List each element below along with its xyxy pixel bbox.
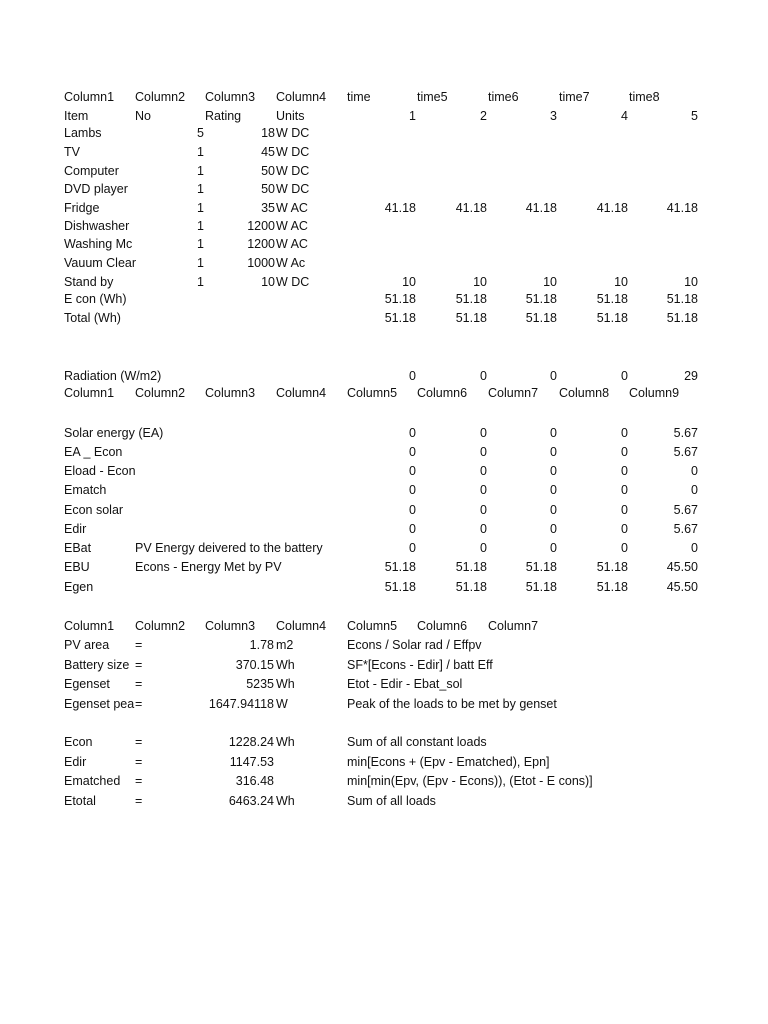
time-value: 51.18 bbox=[666, 292, 698, 306]
item-rating: 18 bbox=[261, 126, 275, 140]
energy-value: 51.18 bbox=[384, 560, 416, 574]
time-value: 41.18 bbox=[525, 201, 557, 215]
summary-name: Edir bbox=[64, 755, 87, 769]
column-header: Column1 bbox=[64, 90, 115, 104]
summary-value: 1228.24 bbox=[228, 735, 274, 749]
energy-value: 5.67 bbox=[673, 426, 698, 440]
column-header: Column7 bbox=[488, 386, 539, 400]
summary-unit: Wh bbox=[276, 677, 295, 691]
energy-row bbox=[0, 424, 768, 443]
energy-value: 0 bbox=[409, 483, 416, 497]
item-units: W DC bbox=[276, 275, 310, 289]
summary-unit: Wh bbox=[276, 658, 295, 672]
time-value: 10 bbox=[473, 275, 487, 289]
item-units: W Ac bbox=[276, 256, 306, 270]
item-count: 1 bbox=[197, 182, 204, 196]
item-units: W AC bbox=[276, 237, 308, 251]
item-units: W DC bbox=[276, 164, 310, 178]
energy-value: 51.18 bbox=[525, 560, 557, 574]
equals-sign: = bbox=[135, 677, 143, 691]
column-header: Column3 bbox=[205, 90, 256, 104]
energy-value: 0 bbox=[691, 541, 698, 555]
equals-sign: = bbox=[135, 697, 143, 711]
item-rating: 35 bbox=[261, 201, 275, 215]
summary-row bbox=[0, 753, 768, 772]
summary-value: 5235 bbox=[246, 677, 274, 691]
summary-formula: SF*[Econs - Edir] / batt Eff bbox=[347, 658, 493, 672]
time-value: 51.18 bbox=[455, 311, 487, 325]
energy-description: PV Energy deivered to the battery bbox=[135, 541, 323, 555]
energy-value: 0 bbox=[691, 464, 698, 478]
summary-value: 1147.53 bbox=[229, 755, 274, 769]
time-value: 51.18 bbox=[455, 292, 487, 306]
summary-row bbox=[0, 772, 768, 791]
energy-value: 0 bbox=[621, 426, 628, 440]
item-rating: 10 bbox=[261, 275, 275, 289]
energy-value: 0 bbox=[550, 541, 557, 555]
energy-value: 0 bbox=[550, 483, 557, 497]
column-header: Column5 bbox=[347, 619, 398, 633]
energy-label: Solar energy (EA) bbox=[64, 426, 164, 440]
energy-row bbox=[0, 539, 768, 558]
summary-name: Etotal bbox=[64, 794, 96, 808]
summary-name: Econ bbox=[64, 735, 93, 749]
load-row bbox=[0, 180, 768, 199]
column-header: time8 bbox=[629, 90, 660, 104]
summary-unit: m2 bbox=[276, 638, 294, 652]
item-count: 1 bbox=[197, 164, 204, 178]
energy-value: 0 bbox=[480, 483, 487, 497]
radiation-value: 0 bbox=[480, 369, 487, 383]
summary-value: 370.15 bbox=[235, 658, 274, 672]
summary-row bbox=[0, 656, 768, 675]
energy-row bbox=[0, 501, 768, 520]
summary-formula: Peak of the loads to be met by genset bbox=[347, 697, 557, 711]
energy-table-header-row bbox=[0, 384, 768, 403]
column-header: Column3 bbox=[205, 386, 256, 400]
energy-value: 0 bbox=[550, 464, 557, 478]
summary-unit: Wh bbox=[276, 794, 295, 808]
column-header: time bbox=[347, 90, 371, 104]
energy-value: 0 bbox=[409, 445, 416, 459]
summary-name: Egenset bbox=[64, 677, 110, 691]
time-value: 41.18 bbox=[666, 201, 698, 215]
equals-sign: = bbox=[135, 735, 143, 749]
energy-value: 0 bbox=[550, 503, 557, 517]
time-value: 51.18 bbox=[596, 311, 628, 325]
item-units: W DC bbox=[276, 126, 310, 140]
summary-formula: min[min(Epv, (Epv - Econs)), (Etot - E cons)] bbox=[347, 774, 593, 788]
item-units: W DC bbox=[276, 145, 310, 159]
energy-value: 51.18 bbox=[455, 560, 487, 574]
summary-name: Egenset pea bbox=[64, 697, 135, 711]
column-header: Column2 bbox=[135, 619, 186, 633]
energy-value: 45.50 bbox=[666, 560, 698, 574]
energy-value: 51.18 bbox=[596, 560, 628, 574]
energy-label: EBU bbox=[64, 560, 90, 574]
energy-value: 0 bbox=[409, 503, 416, 517]
time-value: 10 bbox=[543, 275, 557, 289]
item-rating: 1000 bbox=[247, 256, 275, 270]
summary-value: 1647.94118 bbox=[208, 697, 274, 711]
radiation-value: 0 bbox=[409, 369, 416, 383]
column-header: Column7 bbox=[488, 619, 539, 633]
item-rating: 1200 bbox=[247, 237, 275, 251]
column-header: Column3 bbox=[205, 619, 256, 633]
equals-sign: = bbox=[135, 658, 143, 672]
item-rating: 50 bbox=[261, 164, 275, 178]
energy-row bbox=[0, 462, 768, 481]
no-header: No bbox=[135, 109, 151, 123]
item-rating: 45 bbox=[261, 145, 275, 159]
load-row bbox=[0, 162, 768, 181]
equals-sign: = bbox=[135, 755, 143, 769]
item-name: Fridge bbox=[64, 201, 100, 215]
energy-description: Econs - Energy Met by PV bbox=[135, 560, 282, 574]
energy-row bbox=[0, 578, 768, 597]
energy-row bbox=[0, 481, 768, 500]
column-header: Column6 bbox=[417, 386, 468, 400]
energy-label: Edir bbox=[64, 522, 87, 536]
energy-value: 0 bbox=[480, 522, 487, 536]
summary-header-row bbox=[0, 617, 768, 636]
item-count: 1 bbox=[197, 275, 204, 289]
summary-formula: Econs / Solar rad / Effpv bbox=[347, 638, 482, 652]
item-name: Vauum Clear bbox=[64, 256, 137, 270]
column-header: Column4 bbox=[276, 386, 327, 400]
item-count: 1 bbox=[197, 256, 204, 270]
item-name: TV bbox=[64, 145, 80, 159]
item-count: 5 bbox=[197, 126, 204, 140]
energy-value: 45.50 bbox=[666, 580, 698, 594]
item-rating: 50 bbox=[261, 182, 275, 196]
column-header: time5 bbox=[417, 90, 448, 104]
summary-name: Battery size bbox=[64, 658, 130, 672]
item-count: 1 bbox=[197, 201, 204, 215]
item-name: Stand by bbox=[64, 275, 114, 289]
energy-value: 51.18 bbox=[596, 580, 628, 594]
load-row bbox=[0, 309, 768, 328]
energy-value: 0 bbox=[621, 522, 628, 536]
time-value: 10 bbox=[614, 275, 628, 289]
energy-value: 0 bbox=[621, 503, 628, 517]
energy-value: 0 bbox=[409, 426, 416, 440]
summary-value: 1.78 bbox=[249, 638, 274, 652]
item-units: W DC bbox=[276, 182, 310, 196]
summary-row bbox=[0, 733, 768, 752]
item-units: W AC bbox=[276, 219, 308, 233]
summary-row bbox=[0, 792, 768, 811]
column-header: Column2 bbox=[135, 90, 186, 104]
energy-value: 0 bbox=[409, 464, 416, 478]
energy-label: Eload - Econ bbox=[64, 464, 136, 478]
energy-value: 0 bbox=[691, 483, 698, 497]
item-count: 1 bbox=[197, 145, 204, 159]
item-name: Washing Mc bbox=[64, 237, 133, 251]
column-header: Column1 bbox=[64, 386, 115, 400]
time-index: 4 bbox=[621, 109, 628, 123]
equals-sign: = bbox=[135, 638, 143, 652]
summary-row bbox=[0, 675, 768, 694]
energy-value: 0 bbox=[480, 445, 487, 459]
load-table-header-row bbox=[0, 88, 768, 107]
load-row bbox=[0, 217, 768, 236]
energy-value: 0 bbox=[621, 445, 628, 459]
column-header: Column2 bbox=[135, 386, 186, 400]
energy-label: Egen bbox=[64, 580, 94, 594]
item-name: DVD player bbox=[64, 182, 128, 196]
item-name: Computer bbox=[64, 164, 119, 178]
load-row bbox=[0, 124, 768, 143]
time-value: 41.18 bbox=[596, 201, 628, 215]
energy-value: 0 bbox=[480, 464, 487, 478]
summary-row bbox=[0, 695, 768, 714]
time-value: 10 bbox=[684, 275, 698, 289]
energy-value: 51.18 bbox=[455, 580, 487, 594]
energy-value: 0 bbox=[621, 541, 628, 555]
time-value: 10 bbox=[402, 275, 416, 289]
radiation-value: 29 bbox=[684, 369, 698, 383]
load-row bbox=[0, 290, 768, 309]
item-header: Item bbox=[64, 109, 89, 123]
item-name: E con (Wh) bbox=[64, 292, 127, 306]
time-value: 51.18 bbox=[384, 292, 416, 306]
time-index: 5 bbox=[691, 109, 698, 123]
column-header: Column1 bbox=[64, 619, 115, 633]
energy-label: EBat bbox=[64, 541, 92, 555]
energy-value: 0 bbox=[480, 503, 487, 517]
item-count: 1 bbox=[197, 219, 204, 233]
item-name: Dishwasher bbox=[64, 219, 130, 233]
column-header: Column5 bbox=[347, 386, 398, 400]
time-value: 41.18 bbox=[455, 201, 487, 215]
load-row bbox=[0, 199, 768, 218]
energy-value: 0 bbox=[550, 426, 557, 440]
summary-name: PV area bbox=[64, 638, 110, 652]
energy-value: 0 bbox=[409, 522, 416, 536]
radiation-value: 0 bbox=[550, 369, 557, 383]
radiation-label: Radiation (W/m2) bbox=[64, 369, 162, 383]
energy-value: 0 bbox=[550, 445, 557, 459]
energy-label: EA _ Econ bbox=[64, 445, 123, 459]
time-value: 51.18 bbox=[384, 311, 416, 325]
column-header: time6 bbox=[488, 90, 519, 104]
time-index: 3 bbox=[550, 109, 557, 123]
column-header: Column4 bbox=[276, 90, 327, 104]
item-count: 1 bbox=[197, 237, 204, 251]
energy-row bbox=[0, 520, 768, 539]
energy-value: 0 bbox=[480, 426, 487, 440]
time-index: 1 bbox=[409, 109, 416, 123]
energy-value: 0 bbox=[480, 541, 487, 555]
energy-value: 5.67 bbox=[673, 503, 698, 517]
energy-row bbox=[0, 443, 768, 462]
time-value: 51.18 bbox=[525, 311, 557, 325]
summary-value: 316.48 bbox=[235, 774, 274, 788]
energy-value: 0 bbox=[409, 541, 416, 555]
summary-row bbox=[0, 636, 768, 655]
column-header: time7 bbox=[559, 90, 590, 104]
rating-header: Rating bbox=[205, 109, 242, 123]
summary-unit: W bbox=[276, 697, 288, 711]
units-header: Units bbox=[276, 109, 305, 123]
summary-value: 6463.24 bbox=[228, 794, 274, 808]
time-value: 41.18 bbox=[384, 201, 416, 215]
summary-formula: Sum of all loads bbox=[347, 794, 436, 808]
load-row bbox=[0, 235, 768, 254]
load-row bbox=[0, 143, 768, 162]
energy-value: 0 bbox=[621, 464, 628, 478]
energy-value: 5.67 bbox=[673, 445, 698, 459]
energy-label: Ematch bbox=[64, 483, 107, 497]
time-index: 2 bbox=[480, 109, 487, 123]
energy-row bbox=[0, 558, 768, 577]
item-rating: 1200 bbox=[247, 219, 275, 233]
energy-value: 51.18 bbox=[384, 580, 416, 594]
equals-sign: = bbox=[135, 794, 143, 808]
column-header: Column8 bbox=[559, 386, 610, 400]
item-name: Total (Wh) bbox=[64, 311, 121, 325]
summary-formula: min[Econs + (Epv - Ematched), Epn] bbox=[347, 755, 550, 769]
summary-unit: Wh bbox=[276, 735, 295, 749]
item-units: W AC bbox=[276, 201, 308, 215]
equals-sign: = bbox=[135, 774, 143, 788]
energy-label: Econ solar bbox=[64, 503, 124, 517]
energy-value: 51.18 bbox=[525, 580, 557, 594]
energy-value: 0 bbox=[550, 522, 557, 536]
time-value: 51.18 bbox=[525, 292, 557, 306]
column-header: Column4 bbox=[276, 619, 327, 633]
load-row bbox=[0, 254, 768, 273]
summary-name: Ematched bbox=[64, 774, 121, 788]
time-value: 51.18 bbox=[666, 311, 698, 325]
summary-formula: Etot - Edir - Ebat_sol bbox=[347, 677, 463, 691]
energy-value: 5.67 bbox=[673, 522, 698, 536]
summary-formula: Sum of all constant loads bbox=[347, 735, 487, 749]
column-header: Column6 bbox=[417, 619, 468, 633]
energy-value: 0 bbox=[621, 483, 628, 497]
item-name: Lambs bbox=[64, 126, 102, 140]
time-value: 51.18 bbox=[596, 292, 628, 306]
column-header: Column9 bbox=[629, 386, 680, 400]
radiation-value: 0 bbox=[621, 369, 628, 383]
